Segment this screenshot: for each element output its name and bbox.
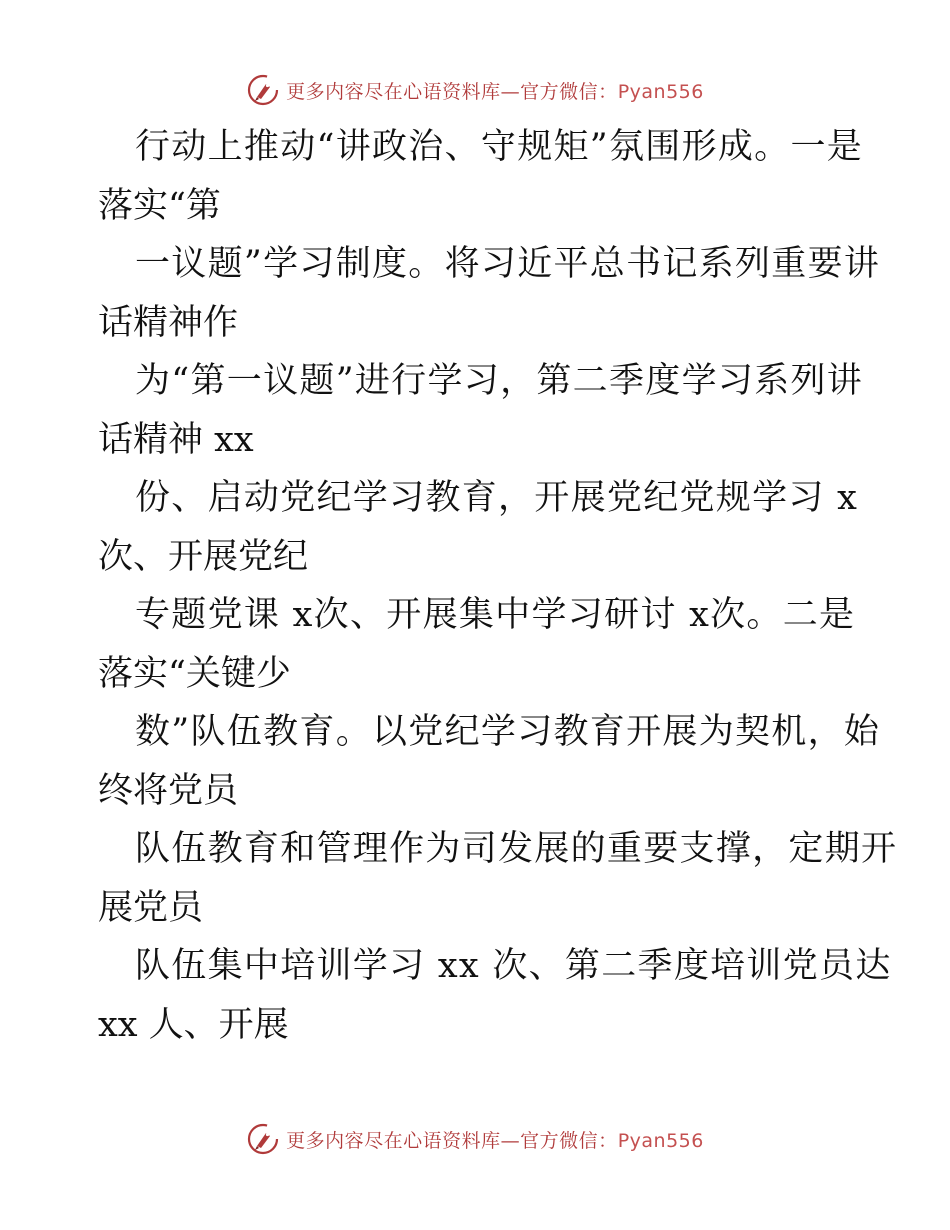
pen-logo-icon <box>246 73 280 107</box>
text-line: 次、开展党纪 <box>98 536 309 577</box>
text-line: 数”队伍教育。以党纪学习教育开展为契机，始 <box>135 712 881 752</box>
text-line: 份、启动党纪学习教育，开展党纪党规学习 x <box>135 478 859 518</box>
watermark-id: Pyan556 <box>617 1129 704 1152</box>
document-body <box>98 118 898 1054</box>
text-line: 落实“第 <box>98 185 221 226</box>
text-line: 为“第一议题”进行学习，第二季度学习系列讲 <box>135 361 864 401</box>
text-line: xx 人、开展 <box>98 1004 289 1045</box>
watermark-id: Pyan556 <box>617 80 704 103</box>
watermark-suffix: 官方微信： <box>520 1129 618 1152</box>
watermark-dash: — <box>500 1129 521 1152</box>
watermark-text: 更多内容尽在心语资料库 <box>286 1129 501 1152</box>
text-line: 落实“关键少 <box>98 653 291 694</box>
watermark-dash: — <box>500 80 521 103</box>
watermark-footer <box>0 1119 950 1159</box>
text-line: 行动上推动“讲政治、守规矩”氛围形成。一是 <box>135 127 864 167</box>
text-line: 专题党课 x次、开展集中学习研讨 x次。二是 <box>135 595 856 635</box>
text-line: 队伍集中培训学习 xx 次、第二季度培训党员达 <box>135 946 892 986</box>
text-line: 队伍教育和管理作为司发展的重要支撑，定期开 <box>135 829 898 869</box>
watermark-text: 更多内容尽在心语资料库 <box>286 80 501 103</box>
text-line: 话精神 xx <box>98 419 254 460</box>
watermark-header <box>0 70 950 110</box>
text-line: 话精神作 <box>98 302 239 343</box>
pen-logo-icon <box>246 1122 280 1156</box>
watermark-suffix: 官方微信： <box>520 80 618 103</box>
text-line: 展党员 <box>98 887 204 928</box>
text-line: 一议题”学习制度。将习近平总书记系列重要讲 <box>135 244 881 284</box>
text-line: 终将党员 <box>98 770 239 811</box>
